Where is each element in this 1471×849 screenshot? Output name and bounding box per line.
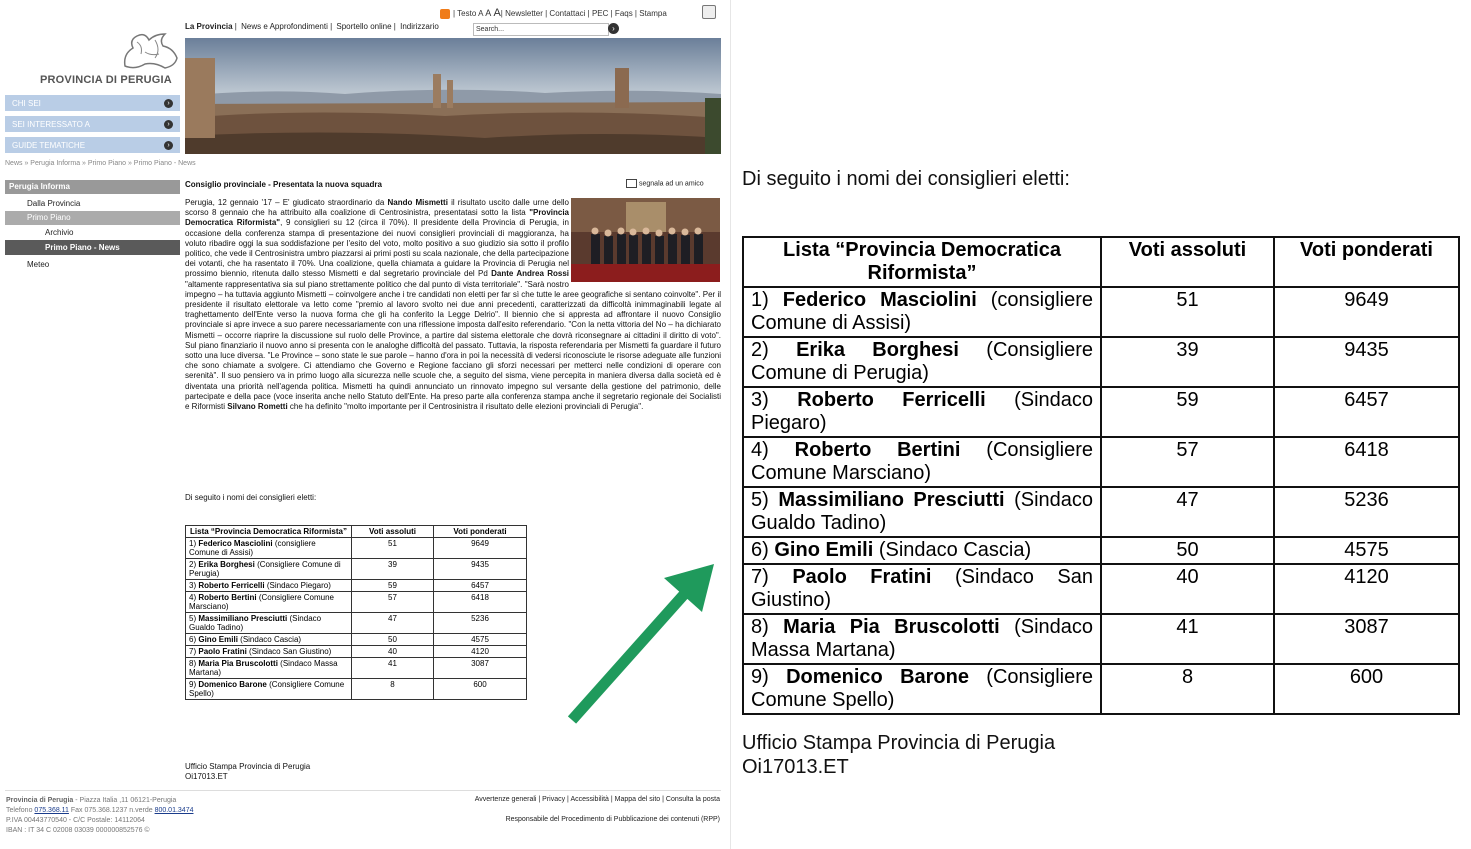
section-nav <box>5 180 180 272</box>
web-page <box>0 0 731 849</box>
candidate-cell: 9) Domenico Barone (Consigliere Comune Spello) <box>186 679 352 700</box>
zoomed-table-row <box>743 337 1459 387</box>
nav-item-la-provincia[interactable]: La Provincia | <box>185 22 237 31</box>
votes-absolute-cell: 57 <box>352 592 434 613</box>
votes-absolute-cell: 47 <box>352 613 434 634</box>
table-row <box>186 538 527 559</box>
side-button-chi-sei[interactable]: CHI SEI › <box>5 95 180 112</box>
zoomed-votes-absolute-cell: 47 <box>1101 487 1274 537</box>
zoomed-candidate-cell: 4) Roberto Bertini (Consigliere Comune Marsciano) <box>743 437 1101 487</box>
zoomed-column-header-lista: Lista “Provincia Democratica Riformista” <box>743 237 1101 287</box>
breadcrumb[interactable]: News » Perugia Informa » Primo Piano » Primo Piano - News <box>5 160 196 167</box>
banner-image <box>185 38 721 154</box>
section-nav-item-primo-piano-news[interactable]: Primo Piano - News <box>5 240 180 255</box>
zoomed-candidate-cell: 6) Gino Emili (Sindaco Cascia) <box>743 537 1101 564</box>
zoomed-candidate-cell: 5) Massimiliano Presciutti (Sindaco Gualdo Tadino) <box>743 487 1101 537</box>
press-office-signature: Ufficio Stampa Provincia di Perugia Oi17013.ET <box>185 762 311 781</box>
votes-weighted-cell: 600 <box>434 679 527 700</box>
section-nav-item-meteo[interactable]: Meteo <box>27 260 50 269</box>
search-go-icon[interactable]: › <box>608 23 619 34</box>
votes-absolute-cell: 51 <box>352 538 434 559</box>
zoomed-table-row <box>743 487 1459 537</box>
elected-intro: Di seguito i nomi dei consiglieri eletti: <box>185 493 317 502</box>
footer-divider <box>5 790 721 791</box>
zoomed-table-row <box>743 437 1459 487</box>
section-nav-item-dalla-provincia[interactable]: Dalla Provincia <box>27 199 81 208</box>
chevron-right-icon: › <box>164 99 173 108</box>
zoomed-votes-absolute-cell: 59 <box>1101 387 1274 437</box>
column-header-lista: Lista “Provincia Democratica Riformista” <box>186 526 352 538</box>
table-row <box>186 634 527 646</box>
zoomed-table-row <box>743 664 1459 714</box>
phone-link[interactable]: 075.368.11 <box>34 807 69 814</box>
section-nav-item-archivio[interactable]: Archivio <box>45 228 74 237</box>
table-row <box>186 679 527 700</box>
votes-weighted-cell: 4120 <box>434 646 527 658</box>
zoomed-votes-weighted-cell: 9435 <box>1274 337 1459 387</box>
table-row <box>186 559 527 580</box>
table-row <box>186 580 527 592</box>
site-name: PROVINCIA DI PERUGIA <box>40 74 172 86</box>
chevron-right-icon: › <box>164 120 173 129</box>
section-nav-item-primo-piano[interactable]: Primo Piano <box>5 211 180 225</box>
zoomed-votes-weighted-cell: 4575 <box>1274 537 1459 564</box>
column-header-voti-ponderati: Voti ponderati <box>434 526 527 538</box>
zoomed-candidate-cell: 1) Federico Masciolini (consigliere Comune di Assisi) <box>743 287 1101 337</box>
chevron-right-icon: › <box>164 141 173 150</box>
text-size-label: | Testo <box>453 9 477 18</box>
green-number-link[interactable]: 800.01.3474 <box>154 807 194 814</box>
votes-absolute-cell: 8 <box>352 679 434 700</box>
votes-absolute-cell: 50 <box>352 634 434 646</box>
zoomed-elected-intro: Di seguito i nomi dei consiglieri eletti: <box>742 168 1070 190</box>
votes-weighted-cell: 9649 <box>434 538 527 559</box>
candidate-cell: 8) Maria Pia Bruscolotti (Sindaco Massa Martana) <box>186 658 352 679</box>
zoomed-table-row <box>743 387 1459 437</box>
utility-bar <box>440 7 667 19</box>
article-body: Perugia, 12 gennaio '17 – E' giudicato straordinario da Nando Mismetti il risultato uscito dalle urne dello scorso 8 gennaio che ha attribuito alla coalizione di Centrosinistra, presentatasi sotto la lista "Provincia Democratica Riformista", 9 consiglieri su 12 (circa il 70%). Il presidente della Provincia di Perugia, in occasione della conferenza stampa di presentazione dei nuovi consiglieri provinciali di maggioranza, ha voluto ribadire oggi la sua soddisfazione per l'esito del voto, molto positivo a suo giudizio sia sotto il profilo politico, che vede il Centrosinistra umbro piazzarsi ai primi posti su scala nazionale, che della partecipazione dei votanti, che ha rasentato il 70%. Una coalizione, quella chiamata a guidare la Provincia di Perugia nel prossimo biennio, ritenuta dallo stesso Mismetti e dal segretario provinciale del Pd Dante Andrea Rossi "altamente rappresentativa sia sul piano strettamente politico che dal punto di vista territoriale". "Sarà nostro impegno – ha tuttavia aggiunto Mismetti – coinvolgere anche i tre candidati non eletti per far sì che tutte le aree geografiche si sentano coinvolte". Per il presidente il risultato elettorale va letto come "premio al lavoro svolto nei due anni precedenti, caratterizzati da difficoltà inimmaginabili legate al traghettamento dell'Ente verso la nuova forma che gli ha conferito la Legge Delrio". Il biennio che si appresta ad affrontare il nuovo Consiglio provinciale si apre invece a suo parere necessariamente con una riflessione imposta dall'esito referendario. "Con la netta vittoria del No – ha dichiarato Mismetti – occorre riaprire la discussione sul ruolo delle Province, a partire dal sistema elettorale che dovrà riconsegnare ai cittadini il diritto di voto". Sul piano finanziario il nuovo anno si presenta con le analoghe difficoltà del passato. Tuttavia, la risposta referendaria per Mismetti fa guardare il futuro sotto una luce diversa. "Le Province – sono state le sue parole – hanno d'ora in poi la necessità di vedersi riconosciute le risorse adeguate alle funzioni che sono chiamate a svolgere. Ci attendiamo che Governo e Regione facciano gli sforzi necessari per metterci nelle condizioni di operare con serenità". Il suo pensiero va in primo luogo alla sicurezza nelle scuole che, a seguito del sisma, viene percepita in maniera diversa dalla società ed è diventata una priorità nell'agenda politica. Mismetti ha quindi annunciato un rinnovato impegno sul versante della gestione del patrimonio, delle partecipate e della pace (voce inserita anche nello Statuto dell'Ente. Ha preso parte alla conferenza stampa anche il segretario regionale dei Socialisti e Riformisti Silvano Rometti che ha definito "molto importante per il Centrosinistra il risultato delle elezioni provinciali di Perugia". <box>185 198 721 412</box>
side-button-guide-tematiche[interactable]: GUIDE TEMATICHE › <box>5 137 180 154</box>
candidate-cell: 7) Paolo Fratini (Sindaco San Giustino) <box>186 646 352 658</box>
votes-weighted-cell: 6457 <box>434 580 527 592</box>
zoomed-candidate-cell: 3) Roberto Ferricelli (Sindaco Piegaro) <box>743 387 1101 437</box>
rss-icon[interactable] <box>440 9 450 19</box>
candidate-cell: 4) Roberto Bertini (Consigliere Comune Marsciano) <box>186 592 352 613</box>
candidate-cell: 2) Erika Borghesi (Consigliere Comune di Perugia) <box>186 559 352 580</box>
text-size-medium[interactable]: A <box>485 8 492 18</box>
table-row <box>186 592 527 613</box>
share-link[interactable]: segnala ad un amico <box>626 179 704 188</box>
zoomed-table-row <box>743 287 1459 337</box>
green-arrow-icon <box>560 560 720 730</box>
zoomed-votes-weighted-cell: 5236 <box>1274 487 1459 537</box>
zoomed-votes-absolute-cell: 57 <box>1101 437 1274 487</box>
zoomed-candidate-cell: 9) Domenico Barone (Consigliere Comune Spello) <box>743 664 1101 714</box>
zoomed-candidate-cell: 2) Erika Borghesi (Consigliere Comune di Perugia) <box>743 337 1101 387</box>
nav-item-news[interactable]: News e Approfondimenti | <box>241 22 333 31</box>
zoomed-results-table <box>742 236 1460 715</box>
footer-links[interactable]: Avvertenze generali | Privacy | Accessibilità | Mappa del sito | Consulta la posta <box>474 796 720 803</box>
votes-absolute-cell: 41 <box>352 658 434 679</box>
votes-absolute-cell: 39 <box>352 559 434 580</box>
utility-links[interactable]: | Newsletter | Contattaci | PEC | Faqs | Stampa <box>500 9 667 18</box>
zoomed-candidate-cell: 8) Maria Pia Bruscolotti (Sindaco Massa Martana) <box>743 614 1101 664</box>
main-nav <box>185 22 721 37</box>
results-table <box>185 525 527 700</box>
zoomed-table-row <box>743 564 1459 614</box>
zoomed-column-header-voti-ponderati: Voti ponderati <box>1274 237 1459 287</box>
votes-weighted-cell: 9435 <box>434 559 527 580</box>
table-row <box>186 613 527 634</box>
zoomed-votes-absolute-cell: 50 <box>1101 537 1274 564</box>
section-nav-header[interactable]: Perugia Informa <box>5 180 180 194</box>
griffin-emblem-icon <box>115 28 183 72</box>
votes-weighted-cell: 3087 <box>434 658 527 679</box>
footer-contacts: Provincia di Perugia - Piazza Italia ,11 06121-Perugia Telefono 075.368.11 Fax 075.368.1237 n.verde 800.01.3474 P.IVA 00443770540 - C/C Postale: 14112064 IBAN : IT 34 C 02008 03039 000000852576 © <box>6 797 194 834</box>
nav-item-indirizzario[interactable]: Indirizzario <box>400 22 439 31</box>
zoomed-table-row <box>743 537 1459 564</box>
candidate-cell: 1) Federico Masciolini (consigliere Comune di Assisi) <box>186 538 352 559</box>
zoomed-votes-weighted-cell: 3087 <box>1274 614 1459 664</box>
search-input[interactable]: Search... <box>473 23 609 36</box>
candidate-cell: 5) Massimiliano Presciutti (Sindaco Gualdo Tadino) <box>186 613 352 634</box>
candidate-cell: 6) Gino Emili (Sindaco Cascia) <box>186 634 352 646</box>
text-size-large[interactable]: A <box>493 7 501 19</box>
text-size-small[interactable]: A <box>478 9 483 18</box>
candidate-cell: 3) Roberto Ferricelli (Sindaco Piegaro) <box>186 580 352 592</box>
nav-item-sportello[interactable]: Sportello online | <box>336 22 396 31</box>
votes-weighted-cell: 5236 <box>434 613 527 634</box>
zoomed-votes-absolute-cell: 51 <box>1101 287 1274 337</box>
votes-absolute-cell: 40 <box>352 646 434 658</box>
zoomed-column-header-voti-assoluti: Voti assoluti <box>1101 237 1274 287</box>
zoomed-votes-absolute-cell: 39 <box>1101 337 1274 387</box>
zoomed-votes-absolute-cell: 40 <box>1101 564 1274 614</box>
print-icon[interactable] <box>702 5 716 19</box>
votes-absolute-cell: 59 <box>352 580 434 592</box>
zoomed-votes-weighted-cell: 600 <box>1274 664 1459 714</box>
zoomed-press-office-signature: Ufficio Stampa Provincia di Perugia Oi17013.ET <box>742 732 1056 778</box>
site-logo[interactable] <box>5 20 180 90</box>
side-button-sei-interessato[interactable]: SEI INTERESSATO A › <box>5 116 180 133</box>
votes-weighted-cell: 6418 <box>434 592 527 613</box>
votes-weighted-cell: 4575 <box>434 634 527 646</box>
zoomed-votes-absolute-cell: 8 <box>1101 664 1274 714</box>
table-row <box>186 658 527 679</box>
zoomed-votes-weighted-cell: 6457 <box>1274 387 1459 437</box>
zoomed-table-row <box>743 614 1459 664</box>
table-row <box>186 646 527 658</box>
zoomed-votes-weighted-cell: 4120 <box>1274 564 1459 614</box>
zoomed-votes-weighted-cell: 9649 <box>1274 287 1459 337</box>
footer-rpp-link[interactable]: Responsabile del Procedimento di Pubblicazione dei contenuti (RPP) <box>505 816 720 823</box>
article-title: Consiglio provinciale - Presentata la nuova squadra <box>185 180 382 189</box>
mail-icon <box>626 179 637 188</box>
column-header-voti-assoluti: Voti assoluti <box>352 526 434 538</box>
zoomed-votes-absolute-cell: 41 <box>1101 614 1274 664</box>
zoomed-votes-weighted-cell: 6418 <box>1274 437 1459 487</box>
zoomed-candidate-cell: 7) Paolo Fratini (Sindaco San Giustino) <box>743 564 1101 614</box>
